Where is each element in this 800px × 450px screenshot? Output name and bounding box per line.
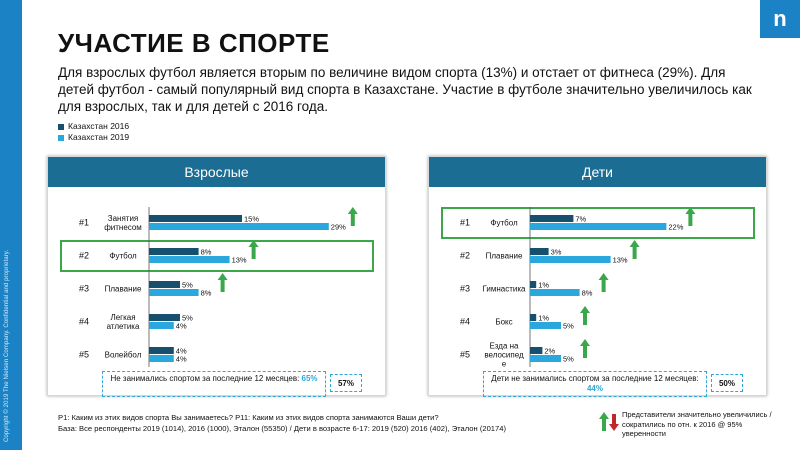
adults-bar-value-label: 4% [175,346,187,356]
adults-bar-value-label: 8% [200,288,212,298]
adults-bar-value-label: 29% [330,222,346,232]
adults-bar-value-label: 5% [182,313,193,323]
adults-bar-2016 [149,347,174,354]
adults-bar-value-label: 15% [244,214,260,224]
chart-legend [58,121,129,143]
adults-bar-2016 [149,281,180,288]
adults-no-sport-note-value: 65% [301,374,318,383]
children-bar-value-label: 3% [550,247,562,257]
adults-chart-svg [48,157,387,397]
page-subtitle: Для взрослых футбол является вторым по величине видом спорта (13%) и отстает от фитнеса (29%). Для детей футбол - самый популярный вид спорта в Казахстане. Участие в футболе значительно увеличилось как для взрослых, так и для детей с 2016 года. [58,65,752,114]
children-rank-label: #2 [459,250,470,261]
adults-no-sport-2016-value: 57% [330,374,362,392]
significance-arrow-up-icon [249,240,259,259]
adults-rank-label: #2 [78,250,89,261]
children-bar-value-label: 13% [612,255,628,265]
adults-category-label: Футбол [109,251,137,261]
arrow-up-icon [599,412,609,431]
page-title: УЧАСТИЕ В СПОРТЕ [58,28,330,58]
adults-panel-title: Взрослые [48,157,385,187]
children-bar-2016 [530,281,536,288]
children-rank-label: #1 [459,217,470,228]
children-no-sport-note-value: 44% [586,384,603,393]
adults-bar-value-label: 8% [200,247,212,257]
adults-bar-value-label: 4% [175,321,187,331]
significance-legend-text: Представители значительно увеличились / сократились по отн. к 2016 @ 95% уверенности [622,410,772,438]
children-bar-2016 [530,248,549,255]
adults-bar-2019 [149,256,230,263]
significance-legend [598,410,788,439]
children-bar-2016 [530,215,573,222]
legend-item-2019 [58,132,129,143]
children-bar-2016 [530,347,542,354]
children-category-label: Футбол [490,218,518,228]
children-bar-2016 [530,314,536,321]
adults-rank-label: #3 [78,283,89,294]
adults-rank-label: #1 [78,217,89,228]
children-no-sport-2016-value: 50% [711,374,743,392]
nielsen-logo: n [760,0,800,38]
significance-arrow-up-icon [630,240,640,259]
children-category-label: Гимнастика [482,284,526,294]
legend-label-2019: Казахстан 2019 [68,132,130,142]
children-chart-panel [428,156,767,396]
children-bar-2019 [530,355,561,362]
adults-bar-value-label: 4% [175,354,187,364]
copyright-text: Copyright © 2019 The Nielsen Company. Confidential and proprietary. [4,249,10,442]
adults-no-sport-note [102,371,326,397]
children-no-sport-note-text: Дети не занимались спортом за последние 12 месяцев: [491,374,699,383]
children-category-label: Плавание [485,251,523,261]
adults-bar-2016 [149,314,180,321]
children-category-label: Бокс [495,317,513,327]
arrow-down-icon [609,414,619,431]
adults-category-label: атлетика [106,322,140,331]
children-category-label: е [501,359,507,369]
adults-no-sport-note-text: Не занимались спортом за последние 12 месяцев: [110,374,302,383]
adults-category-label: фитнесом [104,223,142,232]
significance-arrow-up-icon [218,273,228,292]
children-bar-value-label: 5% [563,354,574,364]
footer-question: P1: Каким из этих видов спорта Вы занимаетесь? P11: Каким из этих видов спорта занимаются Ваши дети? [58,413,439,422]
legend-swatch-2019 [58,135,64,141]
adults-rank-label: #4 [78,316,89,327]
children-bar-2019 [530,256,611,263]
children-rank-label: #4 [459,316,470,327]
adults-bar-value-label: 13% [231,255,247,265]
adults-bar-2019 [149,355,174,362]
significance-arrows [598,410,622,434]
children-chart-svg [429,157,768,397]
significance-arrow-up-icon [599,273,609,292]
children-bar-2019 [530,289,580,296]
children-panel-title: Дети [429,157,766,187]
legend-label-2016: Казахстан 2016 [68,121,130,131]
adults-category-label: Легкая [110,313,136,322]
significance-arrow-up-icon [685,207,695,226]
children-bar-value-label: 5% [563,321,574,331]
significance-arrow-up-icon [580,339,590,358]
adults-category-label: Волейбол [104,350,142,360]
left-sidebar-bar [0,0,22,450]
adults-bar-value-label: 5% [182,280,193,290]
children-category-label: велосипед [484,350,524,360]
adults-category-label: Занятия [107,214,139,223]
children-bar-2019 [530,223,666,230]
adults-rank-label: #5 [78,349,89,360]
adults-bar-2016 [149,248,199,255]
adults-chart-panel [47,156,386,396]
footer-base: База: Все респонденты 2019 (1014), 2016 (1000), Эталон (55350) / Дети в возрасте 6-17: 2019 (520) 2016 (402), Эталон (20174) [58,423,506,433]
children-no-sport-note [483,371,707,397]
children-bar-value-label: 7% [575,214,587,224]
children-bar-value-label: 22% [668,222,684,232]
adults-bar-2016 [149,215,242,222]
children-rank-label: #3 [459,283,470,294]
footer-notes [58,413,506,434]
children-bar-value-label: 1% [538,313,550,323]
children-category-label: Езда на [489,341,519,351]
adults-bar-2019 [149,223,329,230]
children-bar-value-label: 2% [544,346,556,356]
significance-arrow-up-icon [580,306,590,325]
legend-swatch-2016 [58,124,64,130]
children-bar-value-label: 1% [538,280,550,290]
children-bar-value-label: 8% [581,288,593,298]
legend-item-2016 [58,121,129,132]
children-rank-label: #5 [459,349,470,360]
children-bar-2019 [530,322,561,329]
adults-category-label: Плавание [104,284,142,294]
adults-bar-2019 [149,289,199,296]
significance-arrow-up-icon [348,207,358,226]
adults-bar-2019 [149,322,174,329]
